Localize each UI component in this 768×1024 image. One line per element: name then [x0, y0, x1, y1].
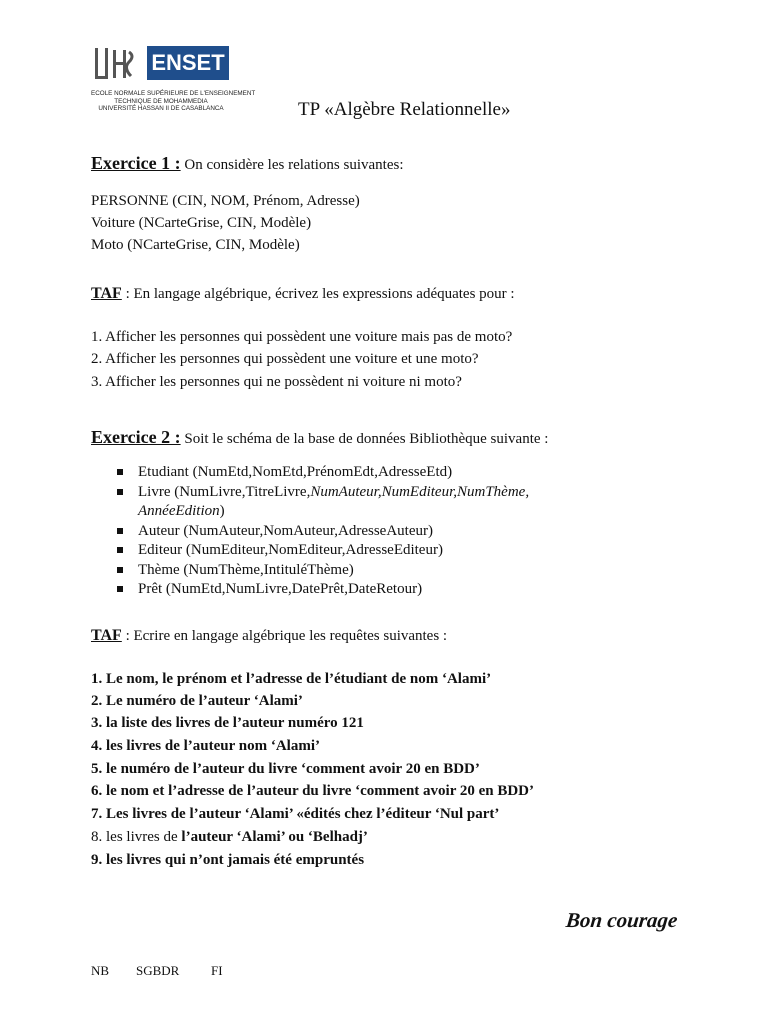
exercice2-taf — [91, 626, 447, 646]
closing-text: Bon courage — [564, 908, 679, 932]
schema-text: Etudiant (NumEtd,NomEtd,PrénomEdt,AdresseEtd) — [138, 464, 453, 480]
schema-text: Prêt (NumEtd,NumLivre,DatePrêt,DateRetour) — [138, 581, 423, 597]
exercice1-heading: Exercice 1 : — [91, 153, 181, 173]
logo-line-3: UNIVERSITÉ HASSAN II DE CASABLANCA — [98, 105, 224, 112]
schema-text: Auteur (NumAuteur,NomAuteur,AdresseAuteur) — [138, 522, 433, 539]
query-9: 9. les livres qui n’ont jamais été empruntés — [91, 852, 365, 868]
logo-caption — [91, 90, 256, 113]
query-7: 7. Les livres de l’auteur ‘Alami’ «édités chez l’éditeur ‘Nul part’ — [91, 806, 500, 822]
taf-text: : En langage algébrique, écrivez les expressions adéquates pour : — [125, 286, 515, 302]
schema-text-italic: AnnéeEdition — [138, 503, 220, 519]
question-3: 3. Afficher les personnes qui ne possèdent ni voiture ni moto? — [91, 374, 462, 390]
query-8 — [91, 828, 368, 847]
query-6: 6. le nom et l’adresse de l’auteur du livre ‘comment avoir 20 en BDD’ — [91, 783, 535, 799]
relation-voiture: Voiture (NCarteGrise, CIN, Modèle) — [91, 215, 312, 231]
schema-text: ) — [219, 503, 225, 519]
query-8-bold: l’auteur ‘Alami’ ou ‘Belhadj’ — [177, 829, 368, 845]
bullet-icon — [117, 567, 123, 573]
schema-item-pret — [115, 580, 529, 600]
enset-brand: ENSET — [147, 46, 229, 80]
taf-label: TAF — [91, 627, 122, 644]
bullet-icon — [117, 489, 123, 495]
taf-label: TAF — [91, 285, 122, 302]
query-3: 3. la liste des livres de l’auteur numéro 121 — [91, 715, 364, 731]
footer-fi: FI — [211, 963, 223, 978]
taf-text: : Ecrire en langage algébrique les requêtes suivantes : — [125, 628, 448, 644]
uh2c-logo-icon — [93, 46, 137, 84]
relation-moto: Moto (NCarteGrise, CIN, Modèle) — [91, 237, 300, 253]
bullet-icon — [117, 469, 123, 475]
query-8-plain: 8. les livres de — [91, 829, 178, 845]
schema-text-italic: NumAuteur,NumEditeur,NumThème, — [310, 483, 530, 500]
exercice2-heading: Exercice 2 : — [91, 427, 181, 447]
schema-item-auteur — [115, 522, 529, 542]
schema-list — [115, 463, 529, 600]
document-title: TP «Algèbre Relationnelle» — [298, 99, 511, 120]
schema-item-theme — [115, 561, 529, 581]
schema-text: Livre (NumLivre,TitreLivre, — [138, 483, 311, 500]
query-2: 2. Le numéro de l’auteur ‘Alami’ — [91, 693, 303, 709]
exercice1-header — [91, 154, 404, 175]
bullet-icon — [117, 528, 123, 534]
exercice1-intro: On considère les relations suivantes: — [184, 157, 404, 173]
logo-line-1: ECOLE NORMALE SUPÉRIEURE DE L'ENSEIGNEMENT — [91, 90, 256, 97]
question-1: 1. Afficher les personnes qui possèdent une voiture mais pas de moto? — [91, 329, 513, 345]
schema-item-editeur — [115, 541, 529, 561]
exercice1-taf — [91, 284, 515, 304]
schema-item-livre — [115, 483, 529, 522]
exercice2-header — [91, 428, 548, 449]
query-1: 1. Le nom, le prénom et l’adresse de l’étudiant de nom ‘Alami’ — [91, 671, 492, 687]
footer-nb: NB — [91, 963, 110, 978]
question-2: 2. Afficher les personnes qui possèdent une voiture et une moto? — [91, 351, 479, 367]
query-4: 4. les livres de l’auteur nom ‘Alami’ — [91, 738, 321, 754]
bullet-icon — [117, 547, 123, 553]
bullet-icon — [117, 586, 123, 592]
schema-item-etudiant — [115, 463, 529, 483]
schema-text: Thème (NumThème,IntituléThème) — [138, 561, 354, 578]
exercice2-intro: Soit le schéma de la base de données Bibliothèque suivante : — [184, 431, 549, 447]
enset-logo — [91, 44, 256, 118]
footer-sgbdr: SGBDR — [136, 963, 180, 978]
schema-text: Editeur (NumEditeur,NomEditeur,AdresseEditeur) — [138, 542, 443, 558]
relation-personne: PERSONNE (CIN, NOM, Prénom, Adresse) — [91, 193, 360, 209]
logo-line-2: TECHNIQUE DE MOHAMMEDIA — [114, 97, 208, 105]
query-5: 5. le numéro de l’auteur du livre ‘comment avoir 20 en BDD’ — [91, 761, 480, 777]
